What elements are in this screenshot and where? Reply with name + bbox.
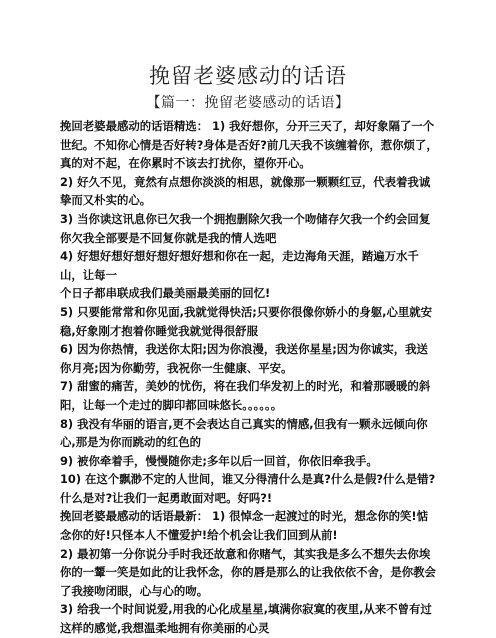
paragraph: 6) 因为你热情，我送你太阳;因为你浪漫，我送你星星;因为你诚实，我送你月亮;因为你勤劳，我祝你一生健康、平安。 [60, 342, 428, 375]
document-title: 挽留老婆感动的话语 [149, 64, 347, 88]
paragraph: 4) 好想好想好想好想好想好想和你在一起，走边海角天涯，踏遍万水千山，让每一 [60, 249, 419, 282]
paragraph: 5) 只要能常常和你见面,我就觉得快活;只要你很像你娇小的身躯,心里就安稳,好象刚才抱着你睡觉我就觉得很舒服 [60, 304, 433, 338]
section-heading: 【篇一：挽留老婆感动的话语】 [146, 95, 350, 111]
paragraph: 3) 当你读这讯息你已欠我一个拥抱删除欠我一个吻储存欠我一个约会回复你欠我全部要是不回复你就是我的情人选吧 [60, 211, 431, 245]
paragraph: 9) 被你牵着手，慢慢随你走;多年以后一回首，你依旧牵我手。 [60, 453, 378, 468]
body-text [60, 117, 438, 638]
paragraph: 7) 甜蜜的痛苦，美妙的忧伤，将在我们华发初上的时光，和着那暖暖的斜阳，让每一个走过的脚印都回味悠长。。。。。。 [60, 379, 431, 412]
paragraph: 8) 我没有华丽的语言,更不会表达自己真实的情感,但我有一颗永远倾向你心,那是为你而跳动的红色的 [60, 416, 428, 450]
paragraph: 3) 给我一个时间说爱,用我的心化成星星,填满你寂寞的夜里,从来不曾有过这样的感觉,我想温柔地拥有你美丽的心灵 [60, 602, 432, 636]
paragraph: 2) 好久不见，竟然有点想你淡淡的相思，就像那一颗颗红豆，代表着我诚挚而又朴实的心。 [60, 174, 431, 208]
paragraph: 挽回老婆最感动的话语最新： 1) 很悼念一起渡过的时光，想念你的笑!惦念你的好!只怪本人不懂爱护!给个机会让我们回到从前! [60, 509, 428, 543]
paragraph: 10) 在这个飘渺不定的人世间，谁又分得清什么是真?什么是假?什么是错?什么是对?让我们一起勇敢面对吧。好吗?! [60, 472, 436, 505]
paragraph: 2) 最初第一分你说分手时我还故意和你赌气，其实我是多么不想失去你埃你的一颦一笑是如此的让我怀念，你的唇是那么的让我依依不舍，是你教会了我接吻闭眼，心与心的吻。 [60, 546, 436, 598]
paragraph: 个日子都串联成我们最美丽最美丽的回忆! [60, 286, 271, 301]
paragraph: 挽回老婆最感动的话语精选： 1) 我好想你，分开三天了，却好象隔了一个世纪。不知你心情是否好转?身体是否好?前几天我不该缠着你，惹你烦了，真的对不起，在你累时不该去打扰你，望你开心。 [60, 119, 438, 171]
